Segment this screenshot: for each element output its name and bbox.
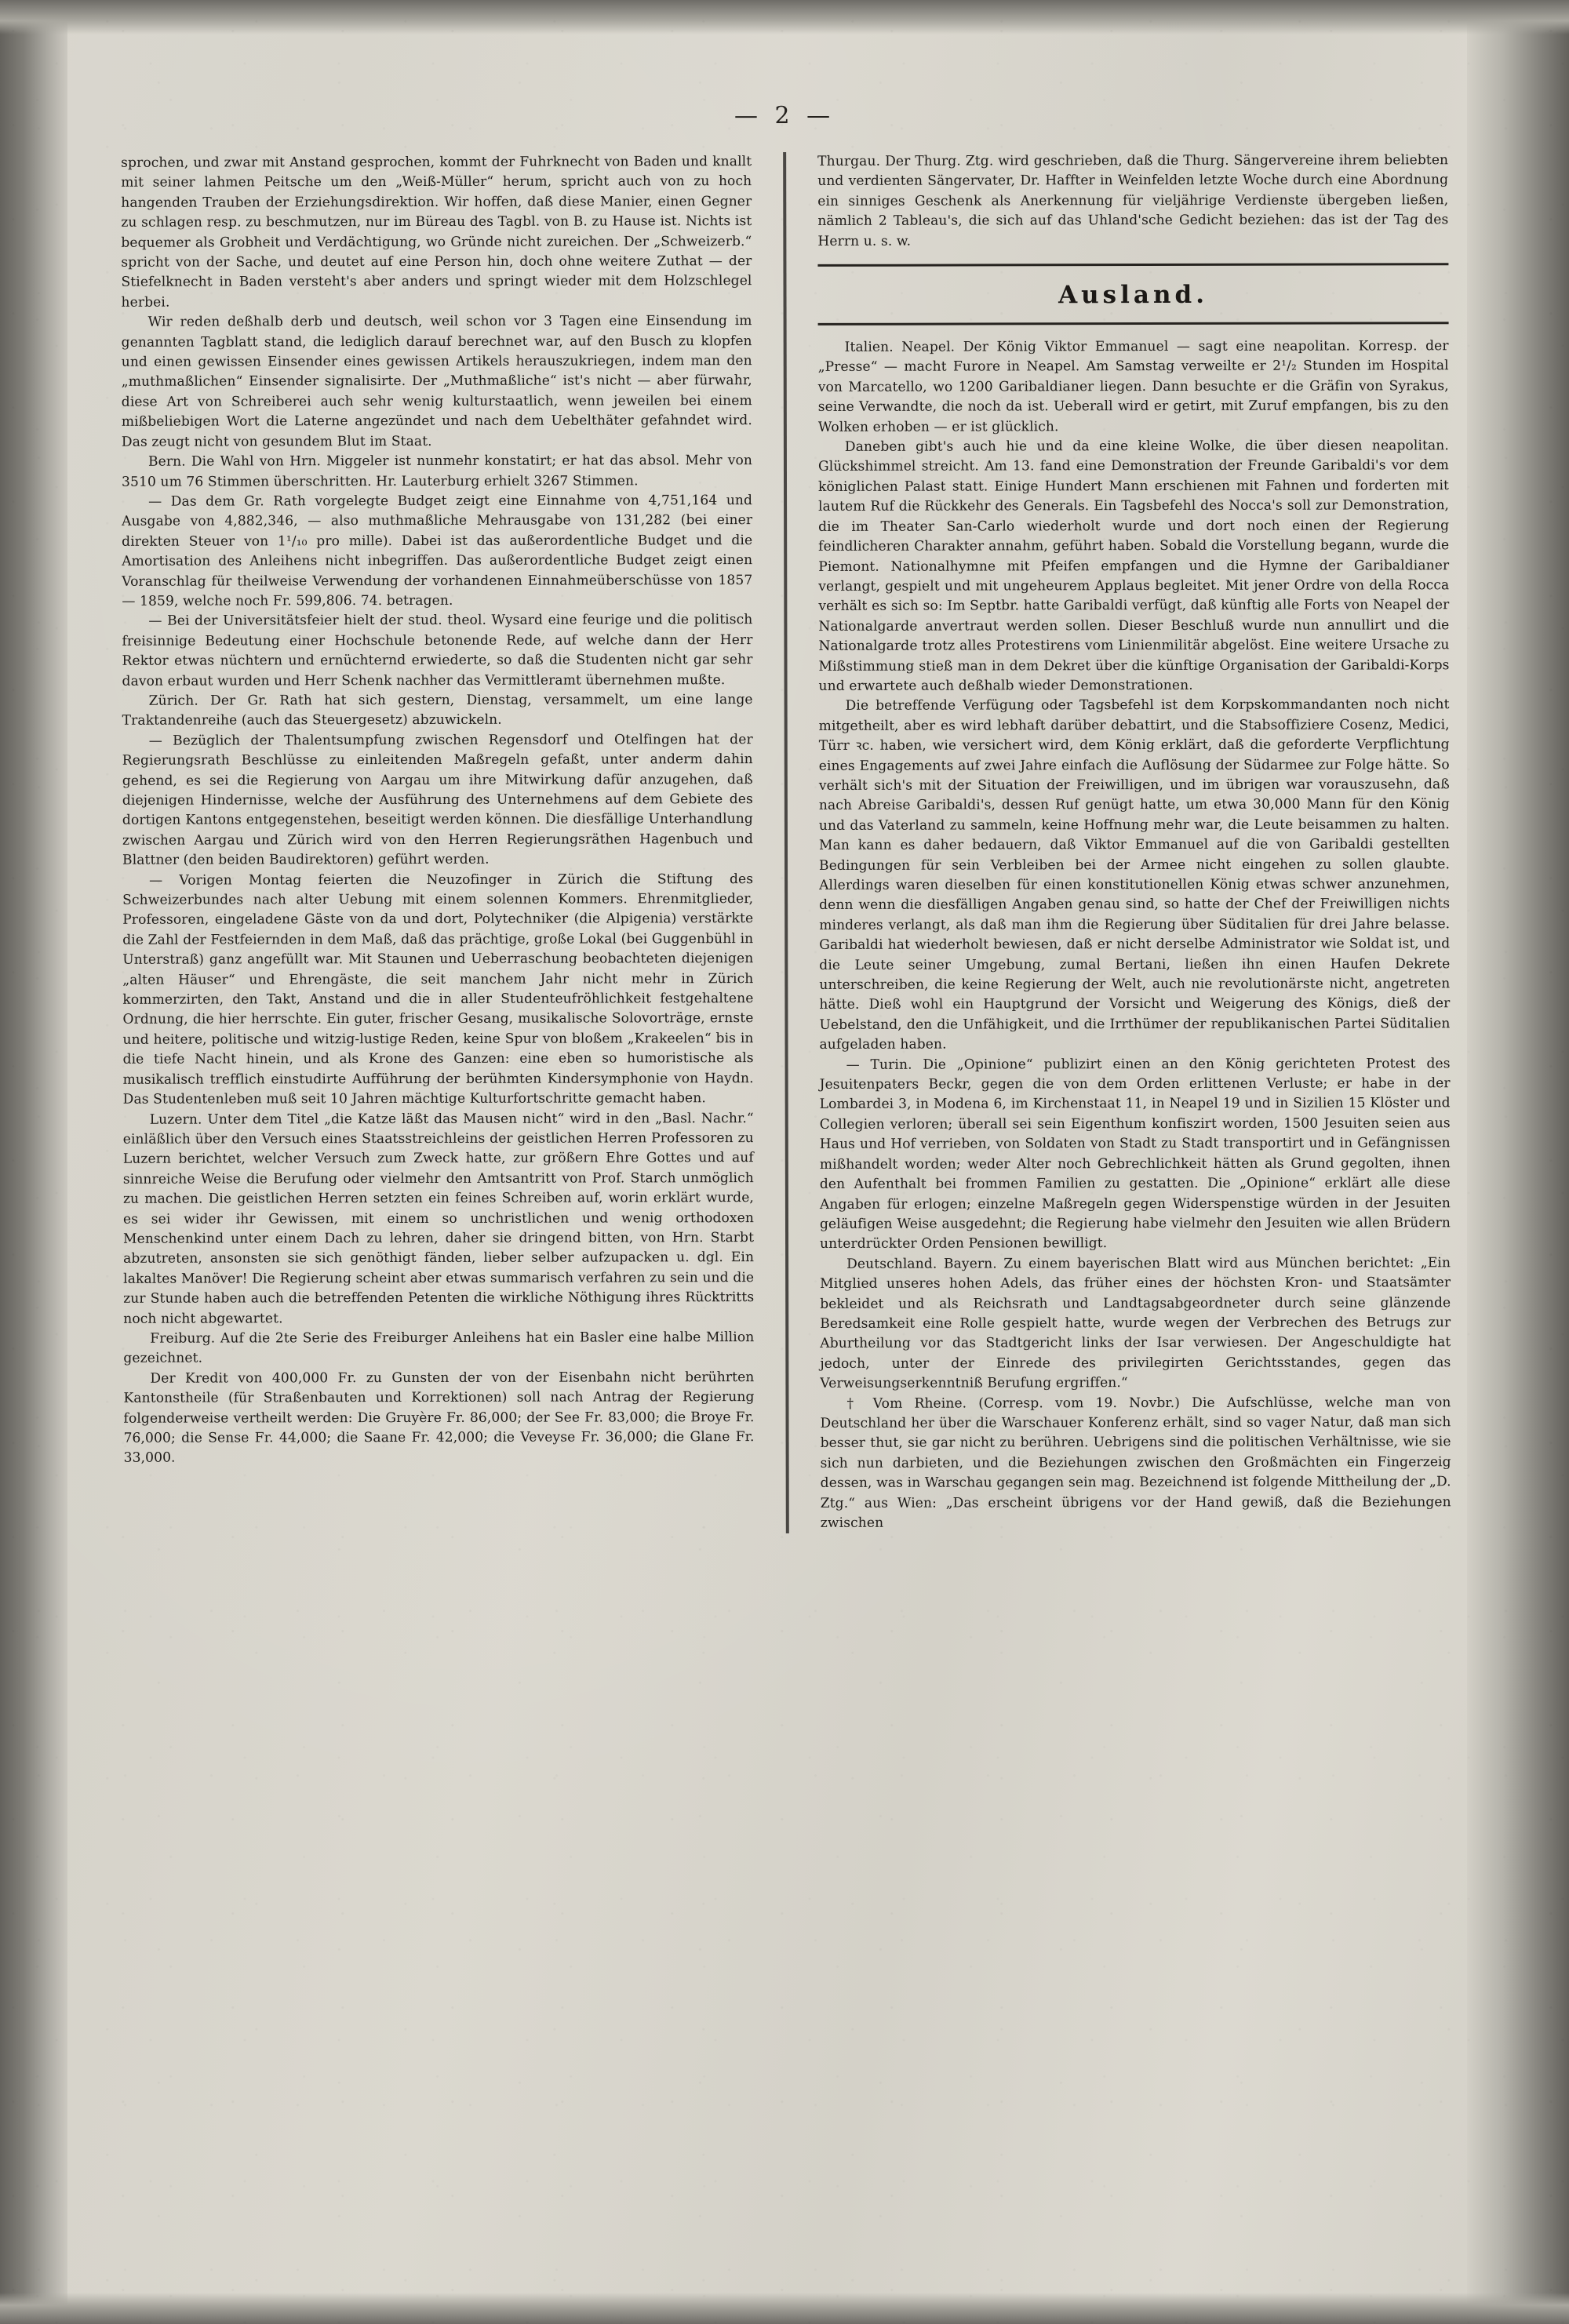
page-right-gutter-shadow — [1467, 0, 1569, 2324]
page-top-edge-shadow — [0, 0, 1569, 35]
paragraph: — Bei der Universitätsfeier hielt der stud. theol. Wysard eine feurige und die politisch freisinnige Bedeutung einer Hochschule betonende Rede, auf welche dann der Herr Rektor etwas nüchtern und ernüchternd erwiederte, so daß die Studenten nicht gar sehr davon erbaut wurden und Herr Schenk nachher das Vermittleramt übernehmen mußte. — [122, 612, 753, 689]
paragraph: — Vorigen Montag feierten die Neuzofinger in Zürich die Stiftung des Schweizerbundes nach alter Uebung mit einem solennen Kommers. Ehrenmitglieder, Professoren, eingeladene Gäste von da und dort, Polytechniker (die Alpigenia) verstärkte die Zahl der Festfeiernden in dem Maß, daß das prächtige, große Lokal (bei Guggenbühl in Unterstraß) ganz angefüllt war. Mit Staunen und Ueberraschung beobachteten diejenigen „alten Häuser“ und Ehrengäste, die seit manchem Jahr nicht mehr in Zürich kommerzirten, den Takt, Anstand und die in aller Studenteufröhlichkeit festgehaltene Ordnung, die hier herrschte. Ein guter, frischer Gesang, musikalische Solovorträge, ernste und heitere, politische und witzig-lustige Reden, keine Spur von bloßem „Krakeelen“ bis in die tiefe Nacht hinein, und als Krone des Ganzen: eine eben so humoristische als musikalisch trefflich einstudirte Aufführung der berühmten Kindersymphonie von Haydn. Das Studentenleben muß seit 10 Jahren mächtige Kulturfortschritte gemacht haben. — [122, 871, 754, 1107]
paragraph: — Bezüglich der Thalentsumpfung zwischen Regensdorf und Otelfingen hat der Regierungsrath Beschlüsse zu einleitenden Maßregeln gefaßt, unter anderm dahin gehend, es sei die Regierung von Aargau um ihre Mitwirkung dafür anzugehen, daß diejenigen Hindernisse, welche der Ausführung des Unternehmens auf dem Gebiete des dortigen Kantons entgegenstehen, beseitigt werden können. Die diesfällige Unterhandlung zwischen Aargau und Zürich wird von den Herren Regierungsräthen Hagenbuch und Blattner (den beiden Baudirektoren) geführt werden. — [122, 731, 754, 868]
paragraph: — Das dem Gr. Rath vorgelegte Budget zeigt eine Einnahme von 4,751,164 und Ausgabe von 4,882,346, — also muthmaßliche Mehrausgabe von 131,282 (bei einer direkten Steuer von 1¹/₁₀ pro mille). Dabei ist das außerordentliche Budget und die Amortisation des Anleihens nicht inbegriffen. Das außerordentliche Budget zeigt einen Voranschlag für theilweise Verwendung der vorhandenen Einnahmeüberschüsse von 1857 — 1859, welche noch Fr. 599,806. 74. betragen. — [122, 492, 753, 609]
right-column — [814, 151, 1454, 1533]
column-divider-rule — [783, 152, 789, 1533]
page-content — [118, 102, 1451, 2290]
page-number: — 2 — — [734, 101, 835, 130]
paragraph-thurgau: Thurgau. Der Thurg. Ztg. wird geschrieben, daß die Thurg. Sängervereine ihrem beliebten und verdienten Sängervater, Dr. Haffter in Weinfelden letzte Woche durch eine Abordnung ein sinniges Geschenk als Anerkennung für vieljährige Verdienste übergeben ließen, nämlich 2 Tableau's, die sich auf das Uhland'sche Gedicht beziehen: das ist der Tag des Herrn u. s. w. — [817, 152, 1449, 249]
page-bottom-edge-shadow — [0, 2293, 1569, 2324]
paragraph: Die betreffende Verfügung oder Tagsbefehl ist dem Korpskommandanten noch nicht mitgetheilt, aber es wird lebhaft darüber debattirt, und die Stabsoffiziere Cosenz, Medici, Türr ꝛc. haben, wie versichert wird, dem König erklärt, daß die geforderte Verpflichtung eines Engagements auf zwei Jahre einfach die Auflösung der Südarmee zur Folge hätte. So verhält sich's mit der Situation der Freiwilligen, und im übrigen war vorauszusehn, daß nach Abreise Garibaldi's, dessen Ruf genügt hatte, um etwa 30,000 Mann für den König und das Vaterland zu sammeln, keine Hoffnung mehr war, die Leute beisammen zu halten. Man kann es daher bedauern, daß Viktor Emmanuel auf die von Garibaldi gestellten Bedingungen für sein Verbleiben bei der Armee nicht eingehen zu sollen glaubte. Allerdings waren dieselben für einen konstitutionellen König etwas schwer anzunehmen, denn wenn die diesfälligen Angaben genau sind, so hatte der Chef der Freiwilligen nichts minderes verlangt, als daß man ihm die Regierung über Süditalien für drei Jahre belasse. Garibaldi hat wiederholt bewiesen, daß er nicht derselbe Administrator wie Soldat ist, und die Leute seiner Umgebung, zumal Bertani, ließen ihn einen Haufen Dekrete unterschreiben, die keine Regierung der Welt, auch nie revolutionärste nicht, angetreten hätte. Dieß wohl ein Hauptgrund der Vorsicht und Weigerung des Königs, dieß der Uebelstand, den die Unfähigkeit, und die Irrthümer der republikanischen Partei Süditalien aufgeladen haben. — [818, 696, 1451, 1053]
paragraph-bern: Bern. Die Wahl von Hrn. Miggeler ist nunmehr konstatirt; er hat das absol. Mehr von 3510 um 76 Stimmen überschritten. Hr. Lauterburg erhielt 3267 Stimmen. — [121, 453, 752, 490]
paragraph-luzern: Luzern. Unter dem Titel „die Katze läßt das Mausen nicht“ wird in den „Basl. Nachr.“ einläßlich über den Versuch eines Staatsstreichleins der geistlichen Herren Professoren zu Luzern berichtet, welcher Versuch zum Zweck hatte, zur größern Ehre Gottes und auf sinnreiche Weise die Berufung oder vielmehr den Amtsantritt von Prof. Starch unmöglich zu machen. Die geistlichen Herren setzten ein feines Schreiben auf, worin erklärt wurde, es sei wider ihr Gewissen, mit einem so unchristlichen und wenig orthodoxen Menschenkind unter einem Dach zu lehren, daher sie dringend bitten, von Hrn. Starbt abzutreten, ansonsten sie sich genöthigt fänden, lieber selber aufzupacken u. dgl. Ein lakaltes Manöver! Die Regierung scheint aber etwas summarisch verfahren zu sein und die zur Stunde haben auch die betreffenden Petenten die wirkliche Nöthigung ihres Rücktritts noch nicht abgewartet. — [122, 1110, 755, 1327]
page-left-gutter-shadow — [0, 0, 67, 2324]
paragraph: Daneben gibt's auch hie und da eine kleine Wolke, die über diesen neapolitan. Glückshimmel streicht. Am 13. fand eine Demonstration der Freunde Garibaldi's vor dem königlichen Palast statt. Einige Hundert Mann erschienen mit Fahnen und forderten mit lautem Ruf die Rückkehr des Generals. Ein Tagsbefehl des Nocca's soll zur Demonstration, die im Theater San-Carlo wiederholt wurde und dort noch einen der Regierung feindlicheren Charakter annahm, geführt haben. Sobald die Vorstellung begann, wurde die Piemont. Nationalhymne mit Pfeifen empfangen und die Hymne der Garibaldianer verlangt, gespielt und mit ungeheurem Applaus begleitet. Mit jener Ordre von della Rocca verhält es sich so: Im Septbr. hatte Garibaldi verfügt, daß künftig alle Forts von Neapel der Nationalgarde anvertraut werden sollen. Dieser Beschluß wurde nun annullirt und die Nationalgarde trotz alles Protestirens vom Linienmilitär abgelöst. Eine weitere Ursache zu Mißstimmung stieß man in dem Dekret über die künftige Organisation der Garibaldi-Korps und erwartete auch deßhalb wieder Demonstrationen. — [817, 438, 1450, 694]
paragraph-italien-neapel: Italien. Neapel. Der König Viktor Emmanuel — sagt eine neapolitan. Korresp. der „Presse“ — macht Furore in Neapel. Am Samstag verweilte er 2¹/₂ Stunden im Hospital von Marcatello, wo 1200 Garibaldianer liegen. Dann besuchte er die Gräfin von Syrakus, seine Verwandte, die noch da ist. Ueberall wird er getirt, mit Zuruf empfangen, bis zu den Wolken erhoben — er ist glücklich. — [817, 338, 1449, 435]
section-heading-container — [817, 263, 1448, 326]
paragraph-vom-rheine: † Vom Rheine. (Corresp. vom 19. Novbr.) Die Aufschlüsse, welche man von Deutschland her über die Warschauer Konferenz erhält, sind so vager Natur, daß man sich besser thut, sie gar nicht zu berühren. Uebrigens sind die politischen Verhältnisse, wie sie sich nun darbieten, und die Beziehungen zwischen den Großmächten ein Fingerzeig dessen, was in Warschau gegangen sein mag. Bezeichnend ist folgende Mittheilung der „D. Ztg.“ aus Wien: „Das erscheint übrigens vor der Hand gewiß, daß die Beziehungen zwischen — [820, 1394, 1451, 1531]
paragraph: Der Kredit von 400,000 Fr. zu Gunsten der von der Eisenbahn nicht berührten Kantonstheile (für Straßenbauten und Korrektionen) soll nach Antrag der Regierung folgenderweise vertheilt werden: Die Gruyère Fr. 86,000; der See Fr. 83,000; die Broye Fr. 76,000; die Sense Fr. 44,000; die Saane Fr. 42,000; die Veveyse Fr. 36,000; die Glane Fr. 33,000. — [123, 1369, 755, 1467]
paragraph-zurich: Zürich. Der Gr. Rath hat sich gestern, Dienstag, versammelt, um eine lange Traktandenreihe (auch das Steuergesetz) abzuwickeln. — [122, 692, 753, 729]
paragraph-turin: — Turin. Die „Opinione“ publizirt einen an den König gerichteten Protest des Jesuitenpaters Beckr, gegen die von dem Orden erlittenen Verluste; er habe in der Lombardei 3, in Modena 6, im Kirchenstaat 11, in Neapel 19 und in Sizilien 15 Klöster und Collegien verloren; überall sei sein Eigenthum konfiszirt worden, 1500 Jesuiten seien aus Haus und Hof verrieben, von Soldaten von Stadt zu Stadt transportirt und in Gefängnissen mißhandelt worden; weder Alter noch Gebrechlichkeit hätten als Grund gegolten, ihnen den Aufenthalt bei frommen Familien zu gestatten. Die „Opinione“ erklärt alle diese Angaben für erlogen; einzelne Maßregeln gegen Widerspenstige würden in der Jesuiten geläufigen Weise ausgedehnt; die Regierung habe vielmehr den Jesuiten wie allen Brüdern unterdrückter Orden Pensionen bewilligt. — [819, 1055, 1451, 1253]
paragraph-deutschland-bayern: Deutschland. Bayern. Zu einem bayerischen Blatt wird aus München berichtet: „Ein Mitglied unseres hohen Adels, das früher eines der höchsten Kron- und Staatsämter bekleidet und als Reichsrath und Landtagsabgeordneter durch seine glänzende Beredsamkeit eine Rolle gespielt hatte, wurde wegen der Verbrechen des Betrugs zur Aburtheilung vor das Stadtgericht links der Isar verwiesen. Der Angeschuldigte hat jedoch, unter der Einrede des privilegirten Gerichtsstandes, gegen das Verweisungserkenntniß Berufung ergriffen.“ — [820, 1254, 1451, 1392]
paragraph-freiburg: Freiburg. Auf die 2te Serie des Freiburger Anleihens hat ein Basler eine halbe Million gezeichnet. — [123, 1329, 755, 1367]
left-column — [118, 152, 758, 1535]
paragraph: Wir reden deßhalb derb und deutsch, weil schon vor 3 Tagen eine Einsendung im genannten Tagblatt stand, die lediglich darauf berechnet war, auf den Busch zu klopfen und einen gewissen Einsender eines gewissen Artikels herauszukriegen, indem man den „muthmaßlichen“ Einsender signalisirte. Der „Muthmaßliche“ ist's nicht — aber fürwahr, diese Art von Schreiberei auch sehr wenig kulturstaatlich, wenn jeweilen bei einem mißbeliebigen Wort die Laterne angezündet und nach dem Uebelthäter gefahndet wird. Das zeugt nicht von gesundem Blut im Staat. — [121, 313, 752, 450]
paragraph: sprochen, und zwar mit Anstand gesprochen, kommt der Fuhrknecht von Baden und knallt mit seiner lahmen Peitsche um den „Weiß-Müller“ herum, spricht auch von zu hoch hangenden Trauben der Erziehungsdirektion. Wir hoffen, daß diese Manier, einen Gegner zu schlagen resp. zu beschmutzen, nur im Büreau des Tagbl. von B. zu Hause ist. Nichts ist bequemer als Grobheit und Verdächtigung, wo Gründe nicht zureichen. Der „Schweizerb.“ spricht von der Sache, und deutet auf eine Person hin, doch ohne weitere Zuthat — der Stiefelknecht in Baden versteht's aber anders und springt wieder mit dem Holzschlegel herbei. — [121, 154, 752, 311]
section-heading-ausland: Ausland. — [1058, 280, 1209, 310]
two-column-layout — [118, 151, 1454, 1535]
